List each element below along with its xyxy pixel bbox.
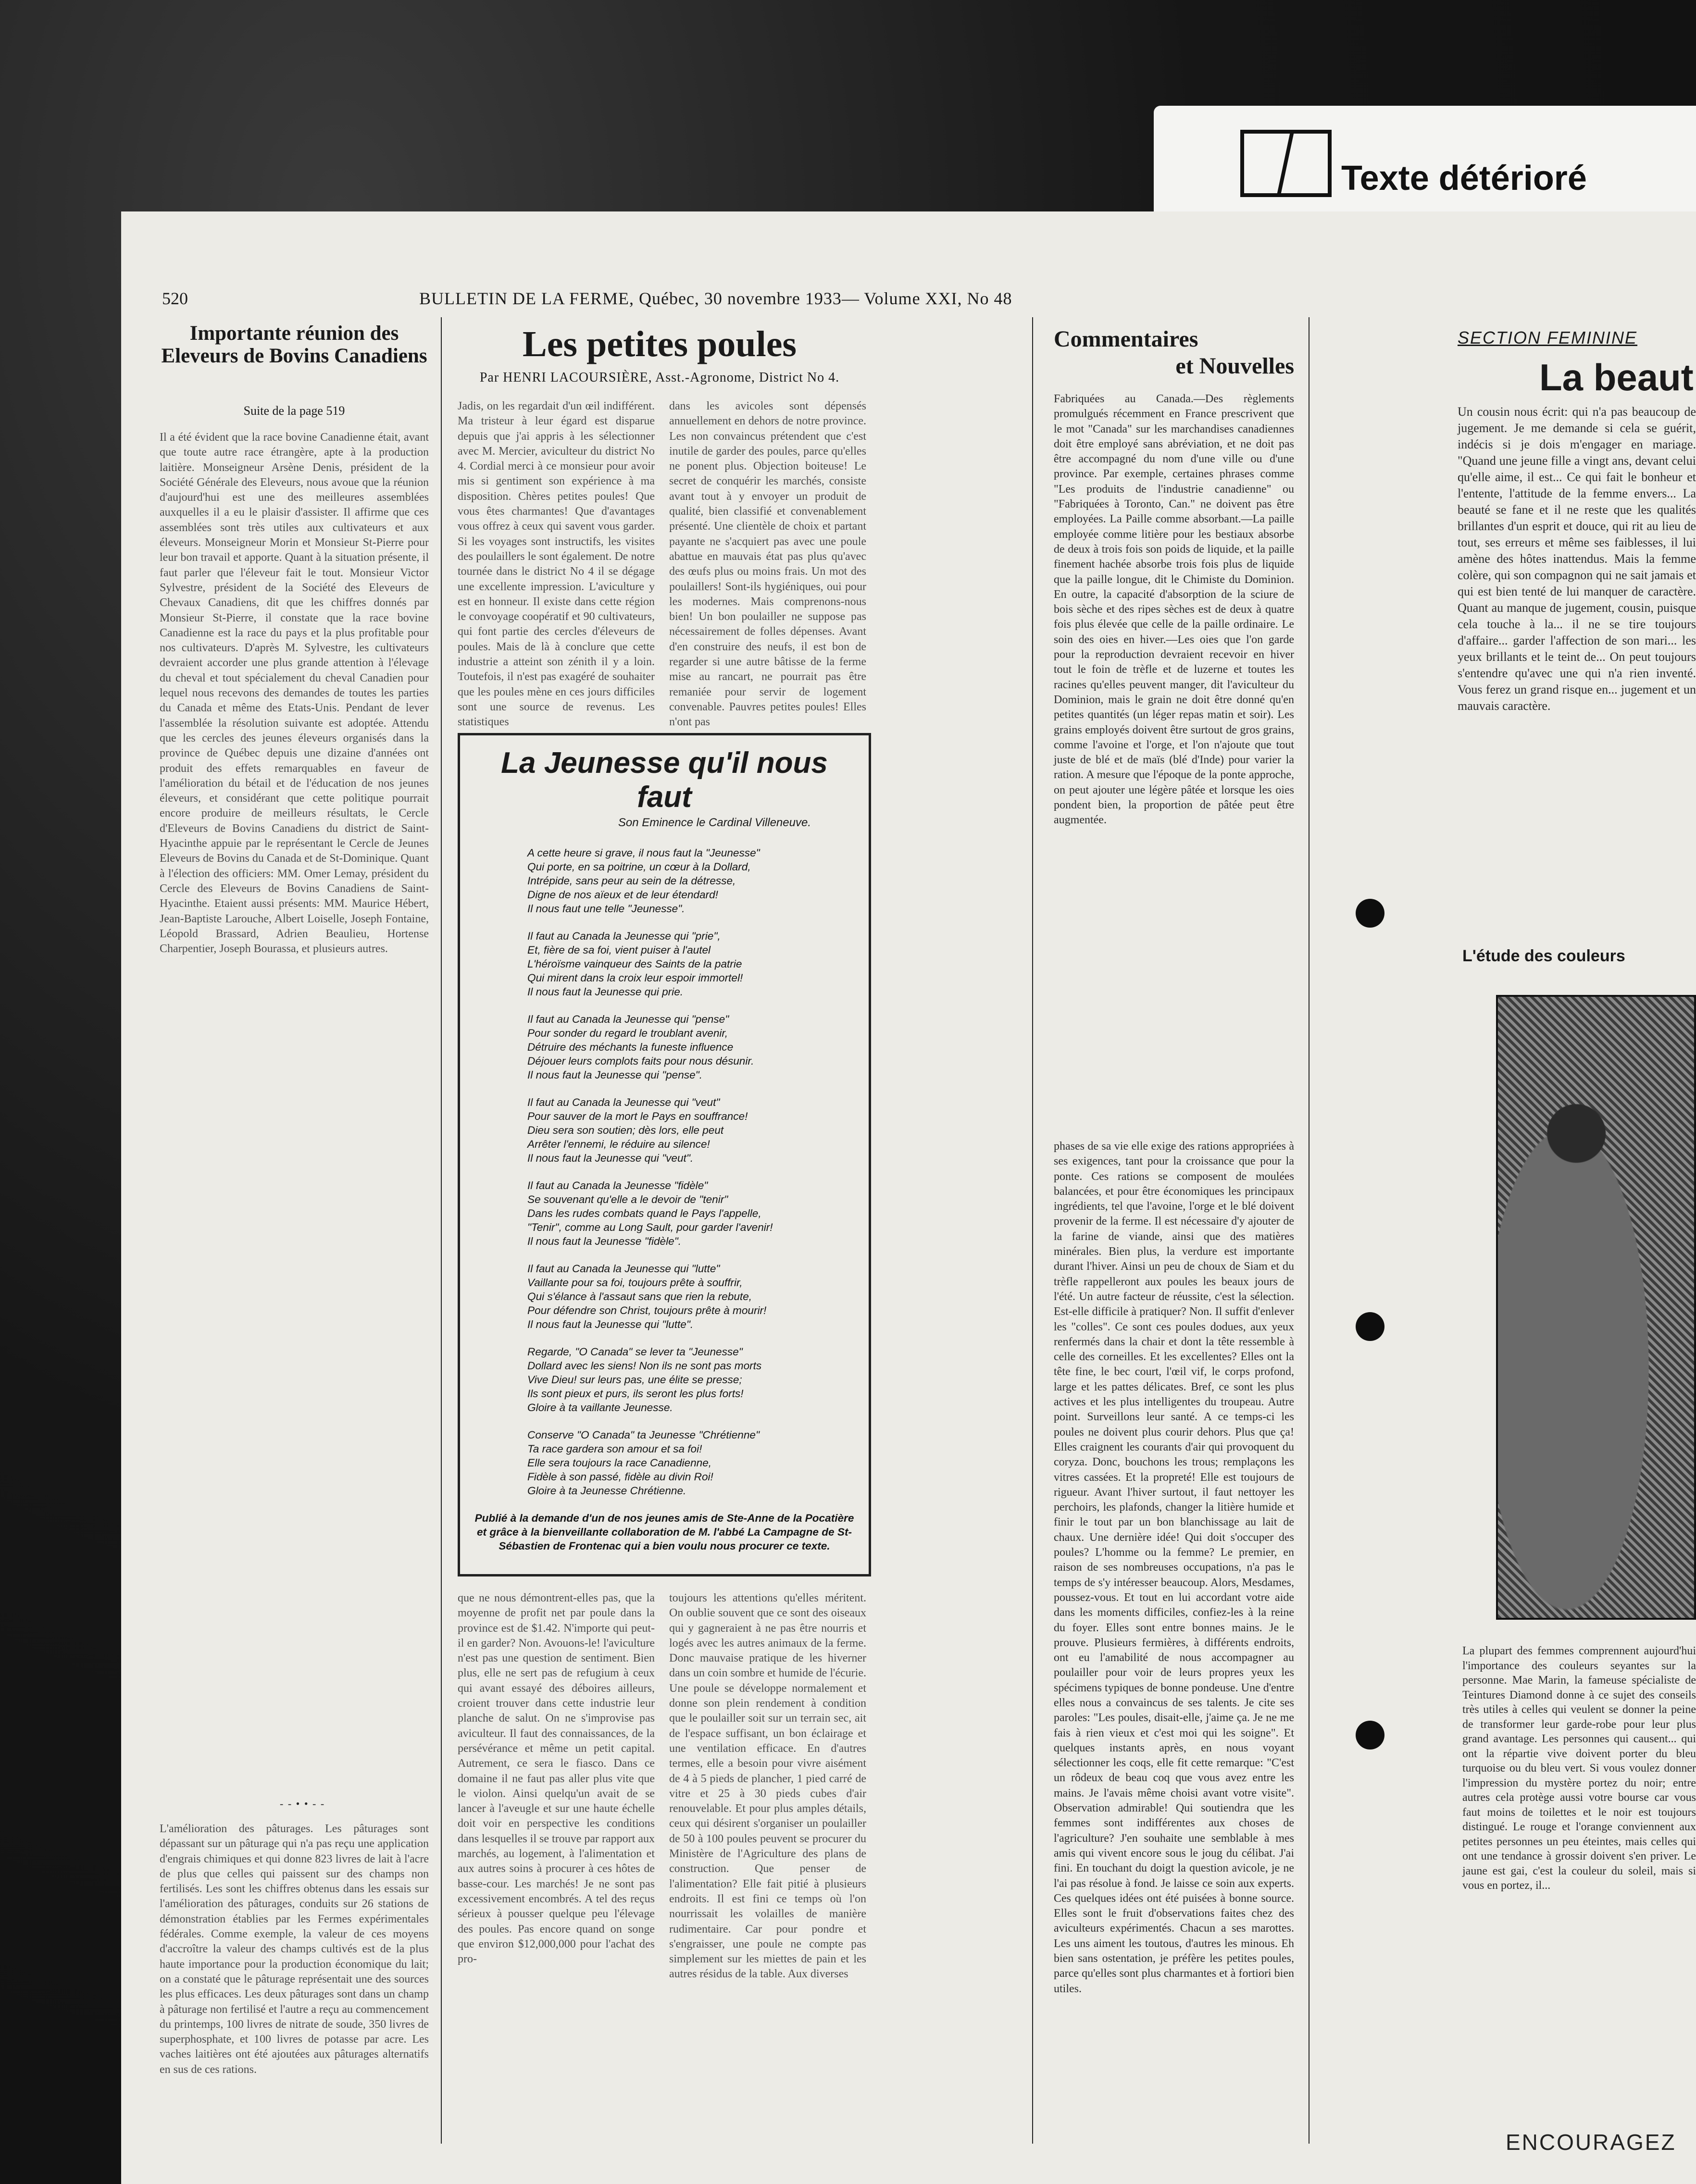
left-article-body: Il a été évident que la race bovine Canadienne était, avant que toute autre race étrangère, apte à la production laitière. Monseigneur Arsène Denis, président de la Société Générale des Eleveurs, nous avoue que la réunion d'aujourd'hui est une des meilleures assemblées auxquelles il a eu le plaisir d'assister. Il affirme que ces assemblées sont très utiles aux cultivateurs et aux éleveurs. Monseigneur Morin et Monsieur St-Pierre pour leur bon travail et apporte. Quant à la situation présente, il faut parler que l'éleveur fait le tout. Monsieur Victor Sylvestre, président de la Société des Eleveurs de Chevaux Canadiens, dit que les chiffres donnés par Monsieur St-Pierre, il constate que la race bovine Canadienne est la race du pays et la plus profitable pour nos cultivateurs. D'après M. Sylvestre, les cultivateurs devraient accorder une plus grande attention à l'élevage du cheval et tout spécialement du cheval Canadien pour lequel nous recevons des demandes de toutes les parties du Canada et même des Etats-Unis. Pendant de lever l'assemblée la résolution suivante est adoptée. Attendu que les cercles des jeunes éleveurs organisés dans la province de Québec depuis une dizaine d'années ont produit des effets remarquables en faveur de l'amélioration du bétail et de l'éducation de nos jeunes éleveurs, et considérant que cette politique pourrait encore produire de meilleurs résultats, le Cercle d'Eleveurs de Bovins Canadiens du district de Saint-Hyacinthe appuie par le représentant le Cercle de Jeunes Eleveurs de Bovins du Canada et de St-Dominique. Quant à l'élection des officiers: MM. Omer Lemay, président du Cercle des Eleveurs de Bovins Canadiens de Saint-Hyacinthe. Etaient aussi présents: MM. Maurice Hébert, Jean-Baptiste Larouche, Albert Loiselle, Joseph Fontaine, Léopold Brassard, Adrien Beaulieu, Hortense Charpentier, Joseph Bourassa, et plusieurs autres. xyxy=(160,431,429,956)
poem-line: Il nous faut la Jeunesse qui "lutte". xyxy=(527,1318,694,1330)
poem-stanza xyxy=(527,1179,854,1248)
poem-box xyxy=(458,733,871,1576)
poem-line: Il faut au Canada la Jeunesse qui "veut" xyxy=(527,1096,720,1108)
poem-line: Elle sera toujours la race Canadienne, xyxy=(527,1457,712,1469)
mid-article-col1: Jadis, on les regardait d'un œil indifférent. Ma tristeur à leur égard est disparue depuis que j'ai appris à les sélectionner avec M. Mercier, aviculteur du district No 4. Cordial merci à ce monsieur pour avoir mis si gentiment son expérience à ma disposition. Chères petites poules! Que vous êtes charmantes! Que d'avantages vous offrez à ceux qui savent vous garder. Si les voyages sont instructifs, les visites des poulaillers le sont également. De notre tournée dans le district No 4 il se dégage une excellente impression. L'aviculture y est en honneur. Il existe dans cette région le convoyage coopératif et 90 cultivateurs, qui font partie des cercles d'éleveurs de poules. Mais de là à conclure que cette industrie a atteint son zénith il y a loin. Toutefois, il n'est pas exagéré de souhaiter que les poules mène en ces jours difficiles sont une source de revenus. Les statistiques xyxy=(458,400,655,729)
halftone-photo xyxy=(1496,995,1696,1620)
poem-line: Qui s'élance à l'assaut sans que rien la rebute, xyxy=(527,1291,752,1303)
poem-line: Et, fière de sa foi, vient puiser à l'autel xyxy=(527,944,711,956)
mid-article-col2-bottom: toujours les attentions qu'elles méritent. On oublie souvent que ce sont des oiseaux qui y gagneraient à ne pas être nourris et logés avec les autres animaux de la ferme. Donc mauvaise pratique de les hiverner dans un coin sombre et humide de l'écurie. Une poule se développe normalement et donne son plein rendement à condition que le poulailler soit sur un terrain sec, ait de l'espace suffisant, un bon éclairage et une ventilation efficace. En d'autres termes, elle a besoin pour vivre aisément de 4 à 5 pieds de plancher, 1 pied carré de vitre et 25 à 30 pieds cubes d'air renouvelable. Et pour plus amples détails, ceux qui désirent s'organiser un poulailler de 50 à 100 poules peuvent se procurer du Ministère de l'Agriculture des plans de construction. Que penser de l'alimentation? Elle fait pitié à plusieurs endroits. Il est fini ce temps où l'on nourrissait les volailles de manière rudimentaire. Car pour pondre et s'engraisser, une poule ne compte pas simplement sur les miettes de pain et les autres résidus de la table. Aux diverses xyxy=(669,1592,866,1981)
poem-line: Il faut au Canada la Jeunesse qui "lutte" xyxy=(527,1263,720,1275)
left-article-title: Importante réunion des Eleveurs de Bovins Canadiens xyxy=(161,322,427,368)
deteriorated-text-icon xyxy=(1240,130,1332,197)
feminine-body: Un cousin nous écrit: qui n'a pas beaucoup de jugement. Je me demande si cela se guérit, indécis si je dois m'engager en mariage. "Quand une jeune fille a vingt ans, devant celui qu'elle aime, il est... Ce qui fait le bonheur et l'entente, l'attitude de la femme envers... La beauté se fane et il ne reste que les qualités brillantes d'un esprit et douce, qui rit au lieu de tout, ses erreurs et même ses faiblesses, il lui amène des hôtes inattendus. Mais la femme colère, qui son compagnon qui ne sait jamais et qui est bien tenté de lui manquer de caractère. Quant au manque de jugement, cousin, puisque cela touche à la... il ne se tire toujours d'affaire... garder l'affection de son mari... les yeux brillants et le teint de... On peut toujours s'entendre qu'avec une qui n'a rien inventé. Vous ferez un grand risque en... jugement et un mauvais caractère. xyxy=(1458,405,1696,713)
poem-line: Fidèle à son passé, fidèle au divin Roi! xyxy=(527,1471,713,1483)
poem-line: Il faut au Canada la Jeunesse qui "pense" xyxy=(527,1013,729,1025)
poem-line: A cette heure si grave, il nous faut la "Jeunesse" xyxy=(527,847,760,859)
poem-stanza xyxy=(527,1428,854,1498)
poem-stanza xyxy=(527,929,854,999)
poem-line: L'héroïsme vainqueur des Saints de la patrie xyxy=(527,958,742,970)
poem-line: Qui mirent dans la croix leur espoir immortel! xyxy=(527,972,743,984)
column-rule-2 xyxy=(1032,317,1033,2144)
poem-stanza xyxy=(527,846,854,916)
left-article-continued: Suite de la page 519 xyxy=(243,404,345,418)
colours-subheading: L'étude des couleurs xyxy=(1462,947,1625,965)
poem-line: Se souvenant qu'elle a le devoir de "tenir" xyxy=(527,1193,728,1205)
right-article-title-2: et Nouvelles xyxy=(1175,353,1294,379)
punch-hole xyxy=(1356,899,1384,928)
poem-stanza xyxy=(527,1095,854,1165)
poem-line: Qui porte, en sa poitrine, un cœur à la Dollard, xyxy=(527,861,751,873)
poem-line: Gloire à ta vaillante Jeunesse. xyxy=(527,1402,673,1414)
poem-author: Son Eminence le Cardinal Villeneuve. xyxy=(618,816,811,829)
poem-line: Déjouer leurs complots faits pour nous désunir. xyxy=(527,1055,754,1067)
mid-article-title: Les petites poules xyxy=(523,324,797,364)
poem-line: Gloire à ta Jeunesse Chrétienne. xyxy=(527,1485,686,1497)
left-ornament: - - • • - - xyxy=(280,1798,325,1810)
poem-stanza xyxy=(527,1345,854,1415)
mid-article-col1-bottom: que ne nous démontrent-elles pas, que la moyenne de profit net par poule dans la province est de $1.42. N'importe qui peut-il en garder? Non. Avouons-le! l'aviculture n'est pas une question de sentiment. Bien plus, elle ne sert pas de refugium à ceux qui avant essayé des déboires ailleurs, croient trouver dans cette industrie leur planche de salut. On ne s'improvise pas aviculteur. Il faut des connaissances, de la persévérance et même un petit capital. Autrement, ce sera le fiasco. Dans ce domaine il ne faut pas aller plus vite que le violon. Ainsi quelqu'un avait de se lancer à l'aveugle et sur une haute échelle doit voir en perspective les conditions dans lesquelles il se trouve par rapport aux marchés, au logement, à l'alimentation et aux autres soins à procurer à ces hôtes de basse-cour. Les marchés! Je ne sont pas excessivement encombrés. A tel des reçus sérieux à pousser quelque peu l'élevage des poules. Pas encore quand on songe que environ $12,000,000 pour l'achat des pro- xyxy=(458,1592,655,1966)
poem-stanza xyxy=(527,1262,854,1331)
left-article-body-2: L'amélioration des pâturages. Les pâturages sont dépassant sur un pâturage qui n'a pas reçu une application d'engrais chimiques et qui donne 823 livres de lait à l'acre de plus que celles qui paissent sur des champs non fertilisés. Les sont les chiffres obtenus dans les essais sur l'amélioration des pâturages, conduits sur 26 stations de démonstration établies par les Fermes expérimentales fédérales. Comme exemple, la valeur de ces moyens d'accroître la valeur des champs cultivés est de la plus haute importance pour la production économique du lait; on a constaté que le pâturage représentait une des sources les plus efficaces. Les deux pâturages sont dans un champ à pâturage non fertilisé et l'autre a reçu au commencement du printemps, 100 livres de nitrate de soude, 350 livres de superphosphate, et 100 livres de potasse par acre. Les vaches laitières ont été ajoutées aux pâturages alternatifs en sus de ces rations. xyxy=(160,1823,429,2076)
section-feminine-label: SECTION FEMININE xyxy=(1458,328,1638,347)
poem-line: Ils sont pieux et purs, ils seront les plus forts! xyxy=(527,1388,744,1400)
poem-line: Dieu sera son soutien; dès lors, elle peut xyxy=(527,1124,724,1136)
poem-line: Pour sauver de la mort le Pays en souffrance! xyxy=(527,1110,748,1122)
running-head: BULLETIN DE LA FERME, Québec, 30 novembre 1933— Volume XXI, No 48 xyxy=(419,289,1012,308)
poem-title: La Jeunesse qu'il nous faut xyxy=(501,746,828,814)
poem-line: Il faut au Canada la Jeunesse "fidèle" xyxy=(527,1179,708,1191)
poem-line: Vive Dieu! sur leurs pas, une élite se presse; xyxy=(527,1374,742,1386)
right-article-title-1: Commentaires xyxy=(1054,326,1198,352)
mid-article-byline: Par HENRI LACOURSIÈRE, Asst.-Agronome, District No 4. xyxy=(479,370,840,385)
poem-line: Vaillante pour sa foi, toujours prête à souffrir, xyxy=(527,1277,743,1289)
poem-line: Il nous faut la Jeunesse "fidèle". xyxy=(527,1235,681,1247)
poem-line: Il nous faut la Jeunesse qui "pense". xyxy=(527,1069,702,1081)
poem-line: Il nous faut une telle "Jeunesse". xyxy=(527,903,685,915)
encouragez-footer: ENCOURAGEZ xyxy=(1506,2130,1676,2155)
poem-line: Regarde, "O Canada" se lever ta "Jeunesse" xyxy=(527,1346,743,1358)
column-rule-1 xyxy=(441,317,442,2144)
poem-stanza xyxy=(527,1012,854,1082)
poem-line: Il nous faut la Jeunesse qui prie. xyxy=(527,986,684,998)
right-article-body: Fabriquées au Canada.—Des règlements promulgués récemment en France prescrivent que le mot "Canada" sur les marchandises canadiennes doit être employé sans abréviation, et ne doit pas être accompagné du nom d'une ville ou d'une province. Par exemple, certaines phrases comme "Les produits de l'industrie canadienne" ou "Fabriquées à Toronto, Can." ne doivent pas être employées. La Paille comme absorbant.—La paille employée comme litière pour les bestiaux absorbe de deux à trois fois son poids de liquide, et la paille finement hachée absorbe trois fois plus de liquide que la paille longue, dit le Chimiste du Dominion. En outre, la capacité d'absorption de la sciure de bois sèche et des ripes sèches est de deux à quatre fois plus élevée que celle de la paille ordinaire. Le soin des oies en hiver.—Les oies que l'on garde pour la reproduction devraient recevoir en hiver tout le foin de trèfle et de luzerne et toutes les racines qu'elles peuvent manger, dit l'aviculteur du Dominion, mais le grain ne doit être donné qu'en petites quantités (un léger repas matin et soir). Les grains employés doivent être surtout de gros grains, comme l'avoine et l'orge, et l'on n'ajoute que tout juste de blé et de maïs (blé d'Inde) pour varier la ration. A mesure que l'époque de la ponte approche, on peut ajouter une légère pâtée et lorsque les oies pondent bien, la proportion de pâtée peut être augmentée. xyxy=(1054,393,1294,827)
poem-line: Arrêter l'ennemi, le réduire au silence! xyxy=(527,1138,710,1150)
poem-line: "Tenir", comme au Long Sault, pour garder l'avenir! xyxy=(527,1221,773,1233)
poem-line: Détruire des méchants la funeste influence xyxy=(527,1041,734,1053)
poem-line: Pour défendre son Christ, toujours prête à mourir! xyxy=(527,1304,767,1316)
punch-hole xyxy=(1356,1721,1384,1750)
right-article-body-2: phases de sa vie elle exige des rations appropriées à ses exigences, tant pour la croissance que pour la ponte. Ces rations se composent de moulées balancées, et pour être économiques les principaux ingrédients, tel que l'avoine, l'orge et le blé doivent provenir de la ferme. Il est nécessaire d'y ajouter de la farine de viande, ainsi que des matières minérales. Bien plus, la verdure est importante durant l'hiver. Ainsi un peu de choux de Siam et du trèfle rappelleront aux poules les beaux jours de l'été. Un autre facteur de réussite, c'est la sélection. Est-elle difficile à pratiquer? Non. Il suffit d'enlever les "colles". Ce sont ces poules dodues, aux yeux renfermés dans la chair et dont la tête ressemble à celle des corneilles. Et les excellentes? Elles ont la tête fine, le bec court, l'œil vif, le corps profond, large et les pattes délicates. Bref, ce sont les plus actives et les plus intelligentes du troupeau. Autre point. Surveillons leur santé. A ce temps-ci les poules ne doivent plus courir dehors. Plus que ça! Elles craignent les courants d'air qui provoquent du coryza. Donc, bouchons les trous; remplaçons les vitres cassées. Et la propreté! Elle est toujours de rigueur. Avant l'hiver surtout, il faut nettoyer les perchoirs, les plafonds, changer la litière humide et finir le tout par un bon blanchissage au lait de chaux. Une dernière idée! Qui doit s'occuper des poules? L'homme ou la femme? Le premier, en raison de ses nombreuses occupations, n'a pas le temps de s'y intéresser beaucoup. Alors, Mesdames, poussez-vous. Et tout en lui accordant votre aide dans les moments difficiles, confiez-les à la reine du foyer. Elles sont entre bonnes mains. Je le prouve. Plusieurs fermières, à différents endroits, ont eu l'amabilité de nous accompagner au poulailler pour voir de leurs propres yeux les spécimens typiques de bonne pondeuse. Une d'entre elles nous a convaincus de ses talents. Je cite ses paroles: "Les poules, disait-elle, j'aime ça. Je ne me fais à rien vieux et c'est moi qui les soigne". Et quelques instants après, en nous voyant sélectionner les coqs, elle fit cette remarque: "C'est un rôdeux de beau coq que vous avez entre les mains. Je l'avais même choisi avant votre visite". Observation admirable! Qui soutiendra que les femmes sont indifférentes aux choses de l'agriculture? J'en souhaite une semblable à mes amis qui vivent encore sous le joug du célibat. J'ai fini. En touchant du doigt la question avicole, je ne l'ai pas résolue à fond. Je laisse ce soin aux experts. Ces quelques idées ont été puisées à bonne source. Elles sont le fruit d'observations faites chez des aviculteurs expérimentés. Chacun a ses marottes. Les uns aiment les toutous, d'autres les minous. Eh bien sans ostentation, je préfère les petites poules, parce qu'elles sont plus charmantes et à fortiori bien utiles. xyxy=(1054,1140,1294,1995)
poem-line: Pour sonder du regard le troublant avenir, xyxy=(527,1027,728,1039)
poem-line: Il faut au Canada la Jeunesse qui "prie", xyxy=(527,930,721,942)
deteriorated-label: Texte détérioré xyxy=(1341,159,1587,198)
poem-note: Publié à la demande d'un de nos jeunes amis de Ste-Anne de la Pocatière et grâce à la bienveillante collaboration de M. l'abbé La Campagne de St-Sébastien de Frontenac qui a bien voulu nous procurer ce texte. xyxy=(474,1512,854,1552)
feminine-title: La beaut xyxy=(1539,356,1694,398)
poem-line: Il nous faut la Jeunesse qui "veut". xyxy=(527,1152,694,1164)
poem-line: Digne de nos aïeux et de leur étendard! xyxy=(527,889,718,901)
photo-caption: La plupart des femmes comprennent aujourd'hui l'importance des couleurs seyantes sur la personne. Mae Marin, la fameuse spécialiste de Teintures Diamond donne à ce sujet des conseils très utiles à celles qui veulent se donner la peine de transformer leur garde-robe pour leur plus grand avantage. Les personnes qui causent... qui ont la répartie vive doivent porter du bleu turquoise ou du bleu vert. Si vous voulez donner l'impression du mystère portez du noir; entre autres cela protège aussi votre bourse car vous faut moins de toilettes et le noir est toujours distingué. Le rouge et l'orange conviennent aux petites personnes un peu éteintes, mais celles qui ont une tendance à grossir doivent s'en priver. Le jaune est gai, c'est la couleur du soleil, mais si vous en portez, il... xyxy=(1462,1645,1696,1892)
poem-line: Dans les rudes combats quand le Pays l'appelle, xyxy=(527,1207,761,1219)
punch-hole xyxy=(1356,1312,1384,1341)
poem-line: Ta race gardera son amour et sa foi! xyxy=(527,1443,702,1455)
mid-article-col2: dans les avicoles sont dépensés annuellement en dehors de notre province. Les non convaincus prétendent que c'est inutile de garder des poules, parce qu'elles ne ponent plus. Objection boiteuse! Le secret de conquérir les marchés, consiste avant tout à y envoyer un produit de qualité, bien classifié et convenablement présenté. Une clientèle de choix et partant payante ne s'acquiert pas avec une poule abattue en mauvais état pas plus qu'avec des œufs plus ou moins frais. Un mot des poulaillers! Sont-ils hygiéniques, oui pour les modernes. Mais comprenons-nous bien! Un bon poulailler ne suppose pas nécessairement de folles dépenses. Avant d'en construire des neufs, il est bon de regarder si une autre bâtisse de la ferme mise au rancart, ne pourrait pas être remaniée pour servir de logement convenable. Pauvres petites poules! Elles n'ont pas xyxy=(669,400,866,729)
page-number: 520 xyxy=(162,289,188,308)
poem-line: Dollard avec les siens! Non ils ne sont pas morts xyxy=(527,1360,762,1372)
poem-line: Conserve "O Canada" ta Jeunesse "Chrétienne" xyxy=(527,1429,760,1441)
poem-line: Intrépide, sans peur au sein de la détresse, xyxy=(527,875,736,887)
newspaper-page xyxy=(121,211,1696,2184)
